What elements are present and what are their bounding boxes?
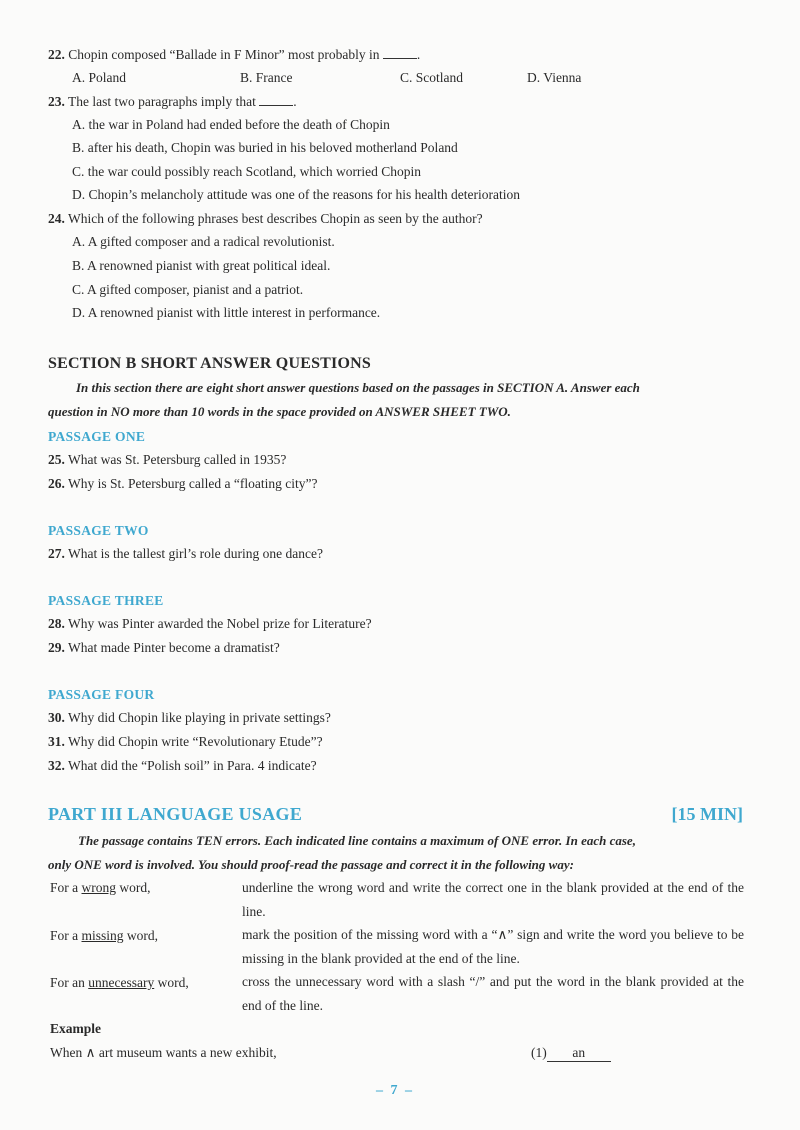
option-23d: D. Chopin’s melancholy attitude was one of the reasons for his health deterioration	[72, 187, 521, 202]
example-answer: (1) an	[531, 1045, 611, 1062]
example-sentence: When ∧ art museum wants a new exhibit,	[50, 1045, 277, 1060]
question-22: 22. Chopin composed “Ballade in F Minor” most probably in .	[48, 47, 421, 62]
answer-blank	[383, 48, 417, 59]
passage-one-heading: PASSAGE ONE	[48, 429, 146, 444]
part-iii-instruction-2: only ONE word is involved. You should proof-read the passage and correct it in the following way:	[48, 857, 574, 872]
option-22a: A. Poland	[72, 70, 126, 85]
question-27: 27. What is the tallest girl’s role during one dance?	[48, 546, 323, 561]
option-22c: C. Scotland	[400, 70, 463, 85]
question-text: Which of the following phrases best describes Chopin as seen by the author?	[68, 211, 483, 226]
rule-wrong-desc: underline the wrong word and write the correct one in the blank provided at the end of the line.	[242, 880, 744, 919]
option-24c: C. A gifted composer, pianist and a patriot.	[72, 282, 304, 297]
rule-missing-desc: mark the position of the missing word with a “∧” sign and write the word you believe to be missing in the blank provided at the end of the line.	[242, 927, 744, 966]
question-29: 29. What made Pinter become a dramatist?	[48, 640, 280, 655]
question-number: 24.	[48, 211, 65, 226]
passage-four-heading: PASSAGE FOUR	[48, 687, 155, 702]
question-28: 28. Why was Pinter awarded the Nobel prize for Literature?	[48, 616, 372, 631]
option-22d: D. Vienna	[527, 70, 582, 85]
example-answer-blank: an	[547, 1045, 611, 1062]
page-number: – 7 –	[376, 1083, 414, 1098]
rule-unnecessary-label: For an unnecessary word,	[50, 975, 189, 990]
option-23a: A. the war in Poland had ended before the death of Chopin	[72, 117, 390, 132]
question-number: 22.	[48, 47, 65, 62]
option-24b: B. A renowned pianist with great political ideal.	[72, 258, 331, 273]
rule-unnecessary-desc: cross the unnecessary word with a slash “/” and put the word in the blank provided at the end of the line.	[242, 974, 744, 1013]
question-number: 23.	[48, 94, 65, 109]
part-iii-time: [15 MIN]	[671, 804, 743, 824]
answer-blank	[259, 95, 293, 106]
question-text: Chopin composed “Ballade in F Minor” most probably in	[68, 47, 380, 62]
passage-three-heading: PASSAGE THREE	[48, 593, 164, 608]
option-23b: B. after his death, Chopin was buried in his beloved motherland Poland	[72, 140, 458, 155]
part-iii-instruction-1: The passage contains TEN errors. Each indicated line contains a maximum of ONE error. In each case,	[78, 833, 636, 848]
example-heading: Example	[50, 1021, 102, 1036]
question-30: 30. Why did Chopin like playing in private settings?	[48, 710, 331, 725]
question-31: 31. Why did Chopin write “Revolutionary Etude”?	[48, 734, 323, 749]
question-24	[48, 211, 483, 227]
question-23: 23. The last two paragraphs imply that .	[48, 94, 297, 109]
question-25: 25. What was St. Petersburg called in 1935?	[48, 452, 287, 467]
rule-missing-label: For a missing word,	[50, 928, 159, 943]
question-26: 26. Why is St. Petersburg called a “floating city”?	[48, 476, 318, 491]
part-iii-title: PART III LANGUAGE USAGE	[48, 804, 303, 824]
section-b-instruction-2: question in NO more than 10 words in the space provided on ANSWER SHEET TWO.	[48, 404, 511, 419]
section-b-instruction-1: In this section there are eight short answer questions based on the passages in SECTION A. Answer each	[76, 380, 640, 395]
option-24d: D. A renowned pianist with little interest in performance.	[72, 305, 381, 320]
option-22b: B. France	[240, 70, 293, 85]
option-24a: A. A gifted composer and a radical revolutionist.	[72, 234, 335, 249]
passage-two-heading: PASSAGE TWO	[48, 523, 149, 538]
question-text: The last two paragraphs imply that	[68, 94, 256, 109]
rule-wrong-label: For a wrong word,	[50, 880, 151, 895]
question-32: 32. What did the “Polish soil” in Para. 4 indicate?	[48, 758, 317, 773]
section-b-title: SECTION B SHORT ANSWER QUESTIONS	[48, 355, 371, 372]
option-23c: C. the war could possibly reach Scotland, which worried Chopin	[72, 164, 422, 179]
